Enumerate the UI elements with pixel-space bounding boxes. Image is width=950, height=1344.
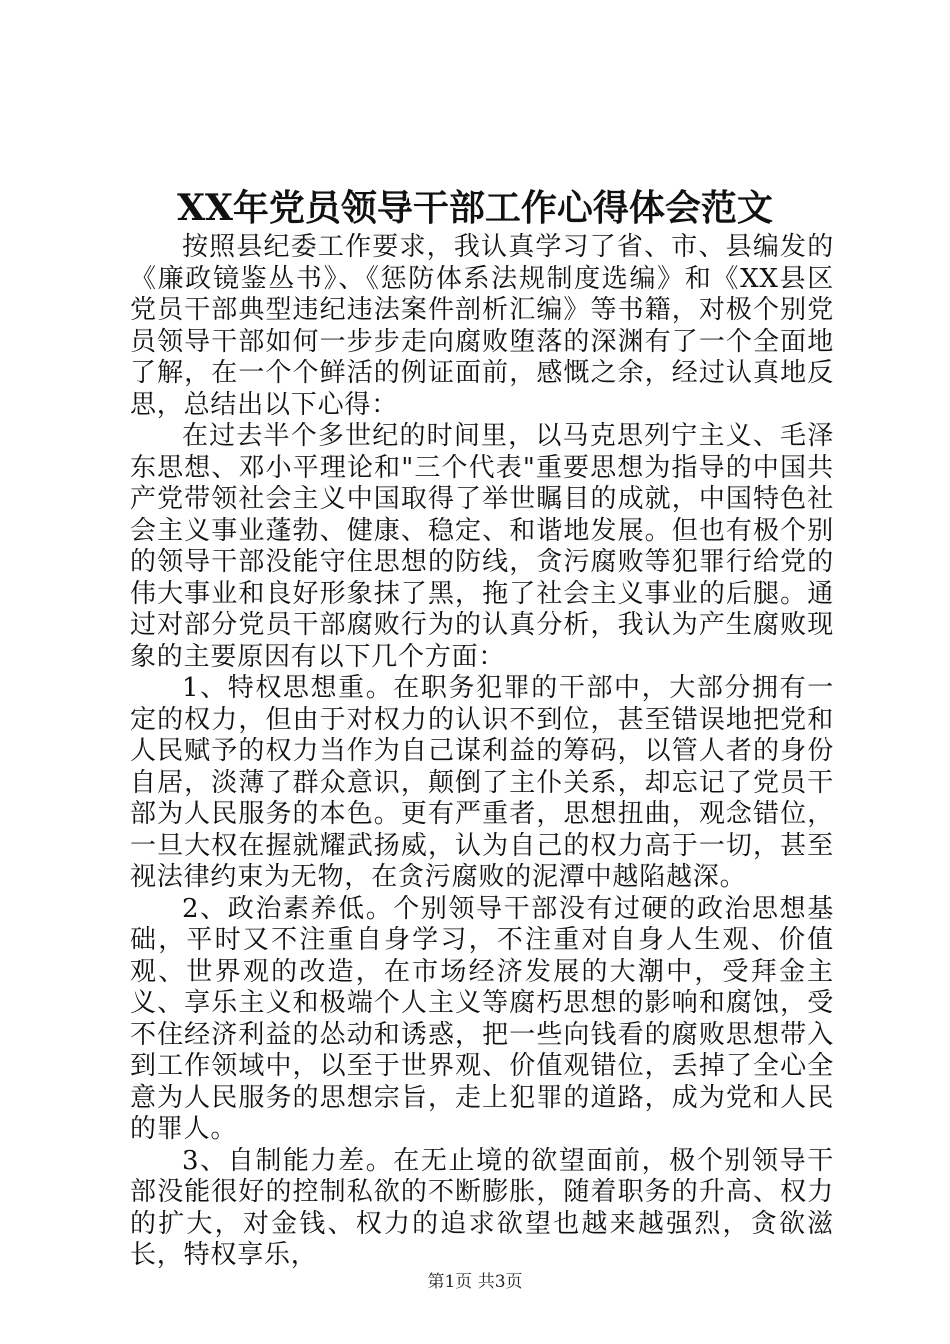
paragraph-point-3: 3、自制能力差。在无止境的欲望面前，极个别领导干部没能很好的控制私欲的不断膨胀，随着职务的升高、权力的扩大，对金钱、权力的追求欲望也越来越强烈，贪欲滋长，特权享乐， [130, 1145, 834, 1270]
paragraph-background: 在过去半个多世纪的时间里，以马克思列宁主义、毛泽东思想、邓小平理论和"三个代表"重要思想为指导的中国共产党带领社会主义中国取得了举世瞩目的成就，中国特色社会主义事业蓬勃、健康、稳定、和谐地发展。但也有极个别的领导干部没能守住思想的防线，贪污腐败等犯罪行给党的伟大事业和良好形象抹了黑，拖了社会主义事业的后腿。通过对部分党员干部腐败行为的认真分析，我认为产生腐败现象的主要原因有以下几个方面： [130, 421, 834, 672]
document-title: XX年党员领导干部工作心得体会范文 [177, 187, 773, 229]
page-number-footer: 第1页 共3页 [427, 1272, 523, 1292]
paragraph-intro: 按照县纪委工作要求，我认真学习了省、市、县编发的《廉政镜鉴丛书》、《惩防体系法规制度选编》和《XX县区党员干部典型违纪违法案件剖析汇编》等书籍，对极个别党员领导干部如何一步步走向腐败堕落的深渊有了一个全面地了解，在一个个鲜活的例证面前，感慨之余，经过认真地反思，总结出以下心得： [130, 232, 834, 420]
paragraph-point-1: 1、特权思想重。在职务犯罪的干部中，大部分拥有一定的权力，但由于对权力的认识不到位，甚至错误地把党和人民赋予的权力当作为自己谋利益的筹码，以管人者的身份自居，淡薄了群众意识，颠倒了主仆关系，却忘记了党员干部为人民服务的本色。更有严重者，思想扭曲，观念错位，一旦大权在握就耀武扬威，认为自己的权力高于一切，甚至视法律约束为无物，在贪污腐败的泥潭中越陷越深。 [130, 673, 834, 892]
paragraph-point-2: 2、政治素养低。个别领导干部没有过硬的政治思想基础，平时又不注重自身学习，不注重对自身人生观、价值观、世界观的改造，在市场经济发展的大潮中，受拜金主义、享乐主义和极端个人主义等腐朽思想的影响和腐蚀，受不住经济利益的怂动和诱惑，把一些向钱看的腐败思想带入到工作领域中，以至于世界观、价值观错位，丢掉了全心全意为人民服务的思想宗旨，走上犯罪的道路，成为党和人民的罪人。 [130, 893, 834, 1144]
document-body [130, 232, 834, 1272]
